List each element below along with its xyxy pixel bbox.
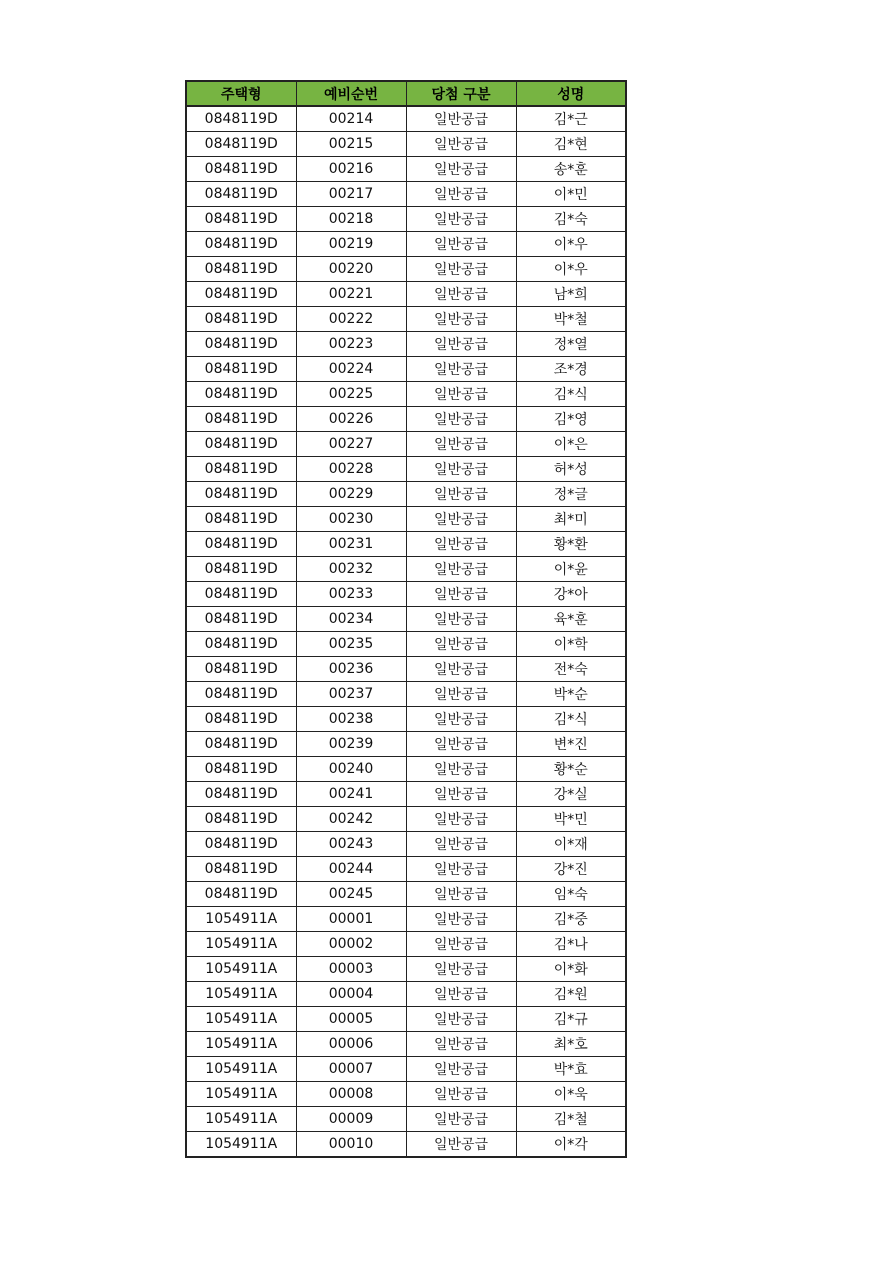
cell-housing-type: 1054911A	[186, 1082, 296, 1107]
table-row	[186, 907, 626, 932]
table-row	[186, 357, 626, 382]
cell-name: 박*효	[516, 1057, 626, 1082]
cell-winning-category: 일반공급	[406, 232, 516, 257]
header-housing-type: 주택형	[186, 81, 296, 106]
cell-winning-category: 일반공급	[406, 607, 516, 632]
cell-winning-category: 일반공급	[406, 182, 516, 207]
cell-name: 이*은	[516, 432, 626, 457]
cell-housing-type: 1054911A	[186, 1032, 296, 1057]
cell-reserve-number: 00005	[296, 1007, 406, 1032]
table-row	[186, 157, 626, 182]
cell-name: 박*민	[516, 807, 626, 832]
table-row	[186, 307, 626, 332]
cell-reserve-number: 00228	[296, 457, 406, 482]
table-row	[186, 982, 626, 1007]
cell-name: 강*진	[516, 857, 626, 882]
table-row	[186, 932, 626, 957]
cell-reserve-number: 00010	[296, 1132, 406, 1158]
cell-reserve-number: 00242	[296, 807, 406, 832]
table-row	[186, 957, 626, 982]
cell-winning-category: 일반공급	[406, 507, 516, 532]
cell-name: 박*철	[516, 307, 626, 332]
cell-winning-category: 일반공급	[406, 457, 516, 482]
cell-reserve-number: 00009	[296, 1107, 406, 1132]
cell-housing-type: 0848119D	[186, 282, 296, 307]
cell-reserve-number: 00214	[296, 106, 406, 132]
cell-winning-category: 일반공급	[406, 1007, 516, 1032]
table-row	[186, 432, 626, 457]
cell-reserve-number: 00004	[296, 982, 406, 1007]
cell-winning-category: 일반공급	[406, 257, 516, 282]
cell-winning-category: 일반공급	[406, 957, 516, 982]
cell-name: 김*나	[516, 932, 626, 957]
cell-name: 육*훈	[516, 607, 626, 632]
table-row	[186, 632, 626, 657]
cell-reserve-number: 00218	[296, 207, 406, 232]
cell-winning-category: 일반공급	[406, 106, 516, 132]
cell-name: 허*성	[516, 457, 626, 482]
cell-winning-category: 일반공급	[406, 1132, 516, 1158]
cell-name: 정*열	[516, 332, 626, 357]
cell-name: 최*호	[516, 1032, 626, 1057]
table-header-row	[186, 81, 626, 106]
cell-reserve-number: 00222	[296, 307, 406, 332]
cell-housing-type: 1054911A	[186, 957, 296, 982]
cell-winning-category: 일반공급	[406, 757, 516, 782]
cell-winning-category: 일반공급	[406, 532, 516, 557]
cell-reserve-number: 00237	[296, 682, 406, 707]
cell-reserve-number: 00215	[296, 132, 406, 157]
cell-reserve-number: 00240	[296, 757, 406, 782]
cell-name: 조*경	[516, 357, 626, 382]
cell-housing-type: 0848119D	[186, 407, 296, 432]
cell-name: 변*진	[516, 732, 626, 757]
cell-reserve-number: 00235	[296, 632, 406, 657]
cell-name: 남*희	[516, 282, 626, 307]
cell-winning-category: 일반공급	[406, 807, 516, 832]
cell-reserve-number: 00239	[296, 732, 406, 757]
winner-list-table	[185, 80, 627, 1158]
cell-name: 송*훈	[516, 157, 626, 182]
cell-name: 이*우	[516, 257, 626, 282]
cell-reserve-number: 00229	[296, 482, 406, 507]
table-row	[186, 857, 626, 882]
cell-name: 이*윤	[516, 557, 626, 582]
cell-housing-type: 0848119D	[186, 232, 296, 257]
cell-name: 임*숙	[516, 882, 626, 907]
cell-reserve-number: 00002	[296, 932, 406, 957]
table-row	[186, 407, 626, 432]
cell-housing-type: 0848119D	[186, 532, 296, 557]
table-body	[186, 106, 626, 1157]
table-row	[186, 106, 626, 132]
cell-winning-category: 일반공급	[406, 782, 516, 807]
table-row	[186, 207, 626, 232]
cell-housing-type: 0848119D	[186, 157, 296, 182]
cell-reserve-number: 00003	[296, 957, 406, 982]
cell-winning-category: 일반공급	[406, 832, 516, 857]
cell-winning-category: 일반공급	[406, 557, 516, 582]
cell-winning-category: 일반공급	[406, 732, 516, 757]
cell-name: 강*아	[516, 582, 626, 607]
table-row	[186, 1107, 626, 1132]
cell-reserve-number: 00230	[296, 507, 406, 532]
cell-name: 김*근	[516, 106, 626, 132]
cell-winning-category: 일반공급	[406, 982, 516, 1007]
cell-reserve-number: 00008	[296, 1082, 406, 1107]
cell-name: 김*영	[516, 407, 626, 432]
cell-reserve-number: 00001	[296, 907, 406, 932]
cell-reserve-number: 00233	[296, 582, 406, 607]
cell-housing-type: 1054911A	[186, 1057, 296, 1082]
cell-housing-type: 1054911A	[186, 907, 296, 932]
table-row	[186, 682, 626, 707]
cell-housing-type: 0848119D	[186, 732, 296, 757]
cell-winning-category: 일반공급	[406, 382, 516, 407]
cell-winning-category: 일반공급	[406, 1082, 516, 1107]
cell-housing-type: 0848119D	[186, 882, 296, 907]
cell-winning-category: 일반공급	[406, 307, 516, 332]
cell-housing-type: 0848119D	[186, 632, 296, 657]
cell-housing-type: 0848119D	[186, 382, 296, 407]
cell-reserve-number: 00245	[296, 882, 406, 907]
cell-housing-type: 0848119D	[186, 106, 296, 132]
cell-reserve-number: 00238	[296, 707, 406, 732]
cell-name: 이*학	[516, 632, 626, 657]
cell-winning-category: 일반공급	[406, 907, 516, 932]
table-row	[186, 482, 626, 507]
cell-name: 황*환	[516, 532, 626, 557]
cell-housing-type: 0848119D	[186, 707, 296, 732]
table-row	[186, 582, 626, 607]
cell-name: 김*식	[516, 382, 626, 407]
table-row	[186, 182, 626, 207]
cell-winning-category: 일반공급	[406, 857, 516, 882]
cell-winning-category: 일반공급	[406, 707, 516, 732]
cell-winning-category: 일반공급	[406, 657, 516, 682]
table-row	[186, 1007, 626, 1032]
cell-housing-type: 0848119D	[186, 307, 296, 332]
cell-reserve-number: 00006	[296, 1032, 406, 1057]
cell-name: 이*화	[516, 957, 626, 982]
table-row	[186, 557, 626, 582]
cell-housing-type: 0848119D	[186, 832, 296, 857]
cell-winning-category: 일반공급	[406, 432, 516, 457]
table-row	[186, 382, 626, 407]
cell-winning-category: 일반공급	[406, 282, 516, 307]
cell-winning-category: 일반공급	[406, 357, 516, 382]
header-name: 성명	[516, 81, 626, 106]
cell-housing-type: 1054911A	[186, 1007, 296, 1032]
cell-housing-type: 1054911A	[186, 1132, 296, 1158]
cell-name: 김*현	[516, 132, 626, 157]
cell-reserve-number: 00226	[296, 407, 406, 432]
cell-winning-category: 일반공급	[406, 207, 516, 232]
cell-winning-category: 일반공급	[406, 1107, 516, 1132]
cell-housing-type: 1054911A	[186, 932, 296, 957]
cell-reserve-number: 00223	[296, 332, 406, 357]
cell-name: 김*원	[516, 982, 626, 1007]
table-row	[186, 732, 626, 757]
cell-housing-type: 0848119D	[186, 257, 296, 282]
table-row	[186, 707, 626, 732]
cell-winning-category: 일반공급	[406, 332, 516, 357]
cell-housing-type: 0848119D	[186, 332, 296, 357]
cell-winning-category: 일반공급	[406, 407, 516, 432]
table-row	[186, 1057, 626, 1082]
table-row	[186, 607, 626, 632]
cell-name: 이*각	[516, 1132, 626, 1158]
cell-winning-category: 일반공급	[406, 157, 516, 182]
table-row	[186, 132, 626, 157]
cell-reserve-number: 00234	[296, 607, 406, 632]
table-row	[186, 1132, 626, 1158]
cell-housing-type: 0848119D	[186, 657, 296, 682]
table-row	[186, 1082, 626, 1107]
cell-winning-category: 일반공급	[406, 482, 516, 507]
cell-housing-type: 0848119D	[186, 807, 296, 832]
cell-name: 김*식	[516, 707, 626, 732]
cell-reserve-number: 00217	[296, 182, 406, 207]
table-row	[186, 282, 626, 307]
table-row	[186, 257, 626, 282]
table-header	[186, 81, 626, 106]
cell-name: 김*중	[516, 907, 626, 932]
cell-housing-type: 0848119D	[186, 857, 296, 882]
cell-housing-type: 0848119D	[186, 357, 296, 382]
table-row	[186, 832, 626, 857]
table-row	[186, 782, 626, 807]
table-row	[186, 807, 626, 832]
cell-reserve-number: 00219	[296, 232, 406, 257]
cell-housing-type: 0848119D	[186, 207, 296, 232]
table-row	[186, 657, 626, 682]
cell-reserve-number: 00007	[296, 1057, 406, 1082]
header-winning-category: 당첨 구분	[406, 81, 516, 106]
cell-name: 강*실	[516, 782, 626, 807]
table-row	[186, 507, 626, 532]
cell-name: 전*숙	[516, 657, 626, 682]
cell-reserve-number: 00220	[296, 257, 406, 282]
cell-housing-type: 0848119D	[186, 607, 296, 632]
cell-housing-type: 0848119D	[186, 182, 296, 207]
cell-name: 이*욱	[516, 1082, 626, 1107]
cell-housing-type: 0848119D	[186, 432, 296, 457]
table-row	[186, 757, 626, 782]
cell-housing-type: 0848119D	[186, 782, 296, 807]
cell-housing-type: 1054911A	[186, 982, 296, 1007]
cell-reserve-number: 00224	[296, 357, 406, 382]
table-row	[186, 457, 626, 482]
cell-reserve-number: 00227	[296, 432, 406, 457]
cell-reserve-number: 00225	[296, 382, 406, 407]
cell-reserve-number: 00244	[296, 857, 406, 882]
cell-housing-type: 0848119D	[186, 682, 296, 707]
table-row	[186, 882, 626, 907]
cell-winning-category: 일반공급	[406, 632, 516, 657]
cell-winning-category: 일반공급	[406, 882, 516, 907]
cell-reserve-number: 00243	[296, 832, 406, 857]
cell-winning-category: 일반공급	[406, 1032, 516, 1057]
cell-housing-type: 0848119D	[186, 482, 296, 507]
header-reserve-number: 예비순번	[296, 81, 406, 106]
cell-name: 황*순	[516, 757, 626, 782]
cell-housing-type: 0848119D	[186, 557, 296, 582]
cell-winning-category: 일반공급	[406, 932, 516, 957]
cell-winning-category: 일반공급	[406, 132, 516, 157]
table-row	[186, 232, 626, 257]
cell-winning-category: 일반공급	[406, 682, 516, 707]
table-row	[186, 332, 626, 357]
cell-reserve-number: 00216	[296, 157, 406, 182]
cell-winning-category: 일반공급	[406, 1057, 516, 1082]
cell-reserve-number: 00236	[296, 657, 406, 682]
cell-housing-type: 0848119D	[186, 507, 296, 532]
cell-name: 이*재	[516, 832, 626, 857]
cell-housing-type: 0848119D	[186, 582, 296, 607]
cell-winning-category: 일반공급	[406, 582, 516, 607]
cell-reserve-number: 00241	[296, 782, 406, 807]
cell-name: 이*민	[516, 182, 626, 207]
cell-housing-type: 1054911A	[186, 1107, 296, 1132]
cell-name: 최*미	[516, 507, 626, 532]
cell-name: 김*철	[516, 1107, 626, 1132]
cell-housing-type: 0848119D	[186, 757, 296, 782]
cell-name: 박*순	[516, 682, 626, 707]
cell-name: 정*글	[516, 482, 626, 507]
table-row	[186, 1032, 626, 1057]
cell-name: 이*우	[516, 232, 626, 257]
cell-reserve-number: 00232	[296, 557, 406, 582]
cell-name: 김*규	[516, 1007, 626, 1032]
cell-reserve-number: 00221	[296, 282, 406, 307]
cell-name: 김*숙	[516, 207, 626, 232]
cell-housing-type: 0848119D	[186, 457, 296, 482]
table-row	[186, 532, 626, 557]
cell-housing-type: 0848119D	[186, 132, 296, 157]
cell-reserve-number: 00231	[296, 532, 406, 557]
